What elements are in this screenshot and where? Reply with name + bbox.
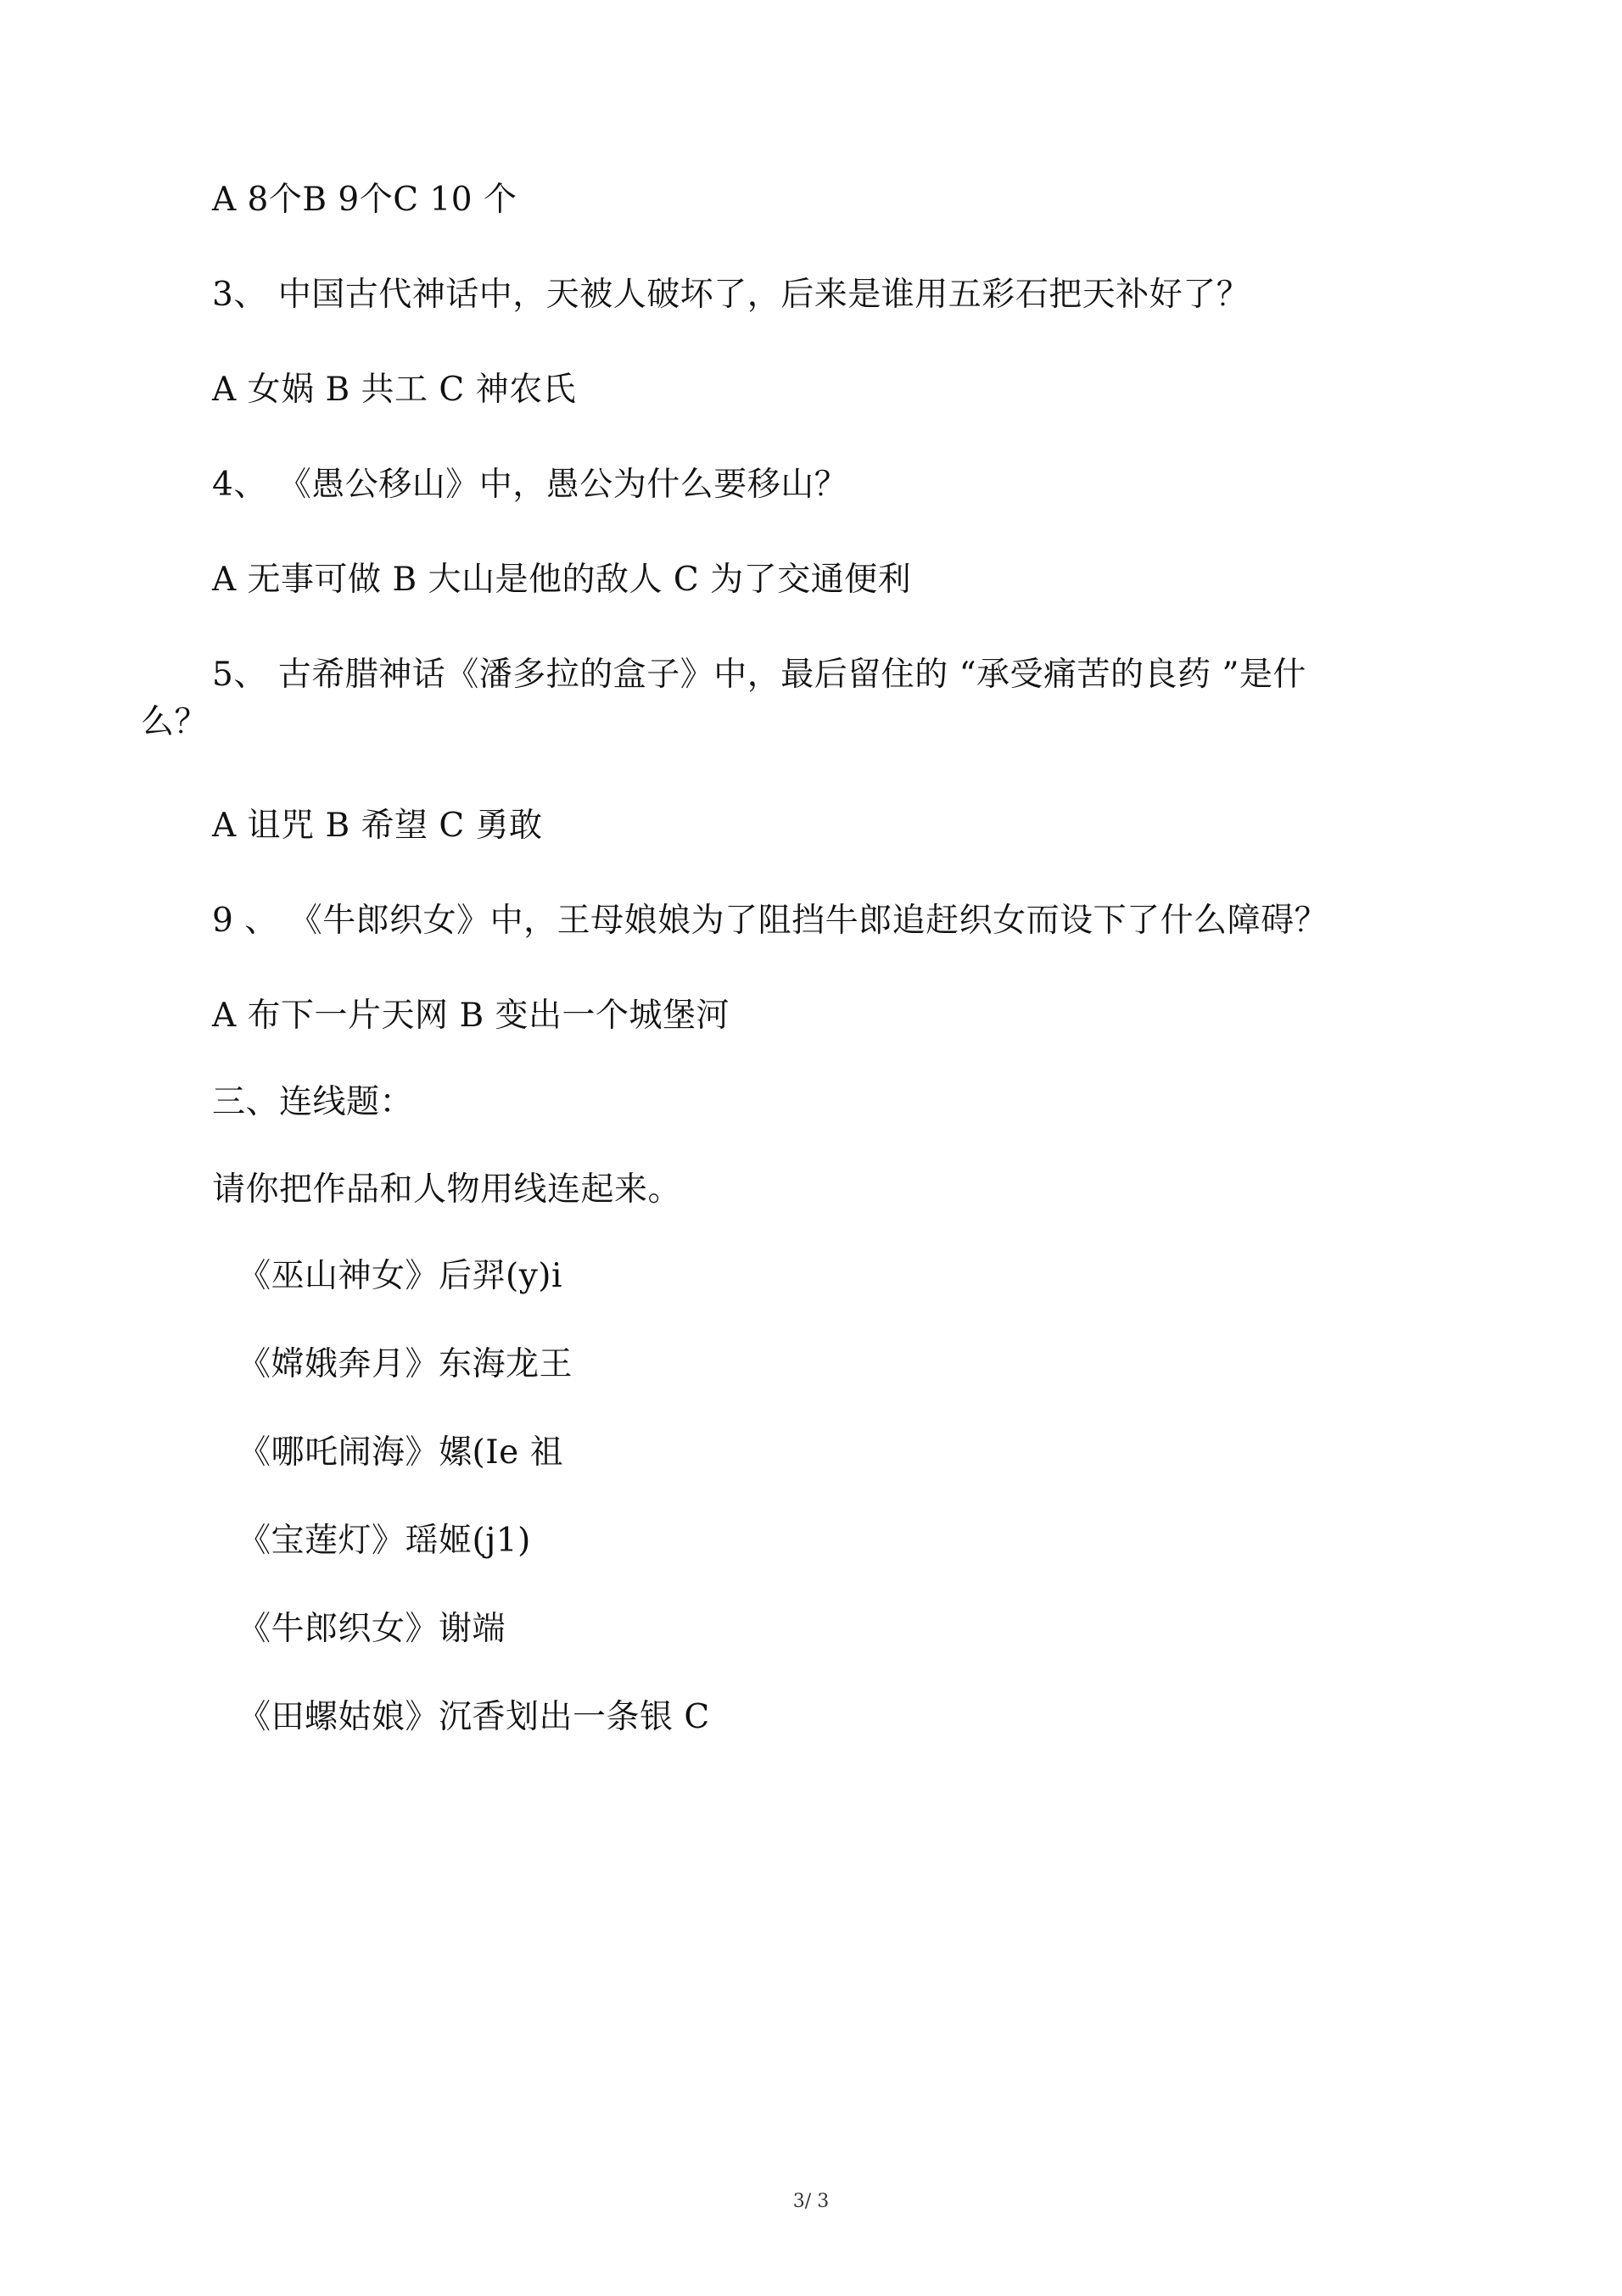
match-item-6: 《田螺姑娘》沉香划出一条银 C — [238, 1698, 710, 1736]
match-item-4: 《宝莲灯》瑶姬(j1) — [238, 1522, 531, 1560]
match-item-1: 《巫山神女》后羿(y)i — [238, 1257, 562, 1295]
match-item-3: 《哪吒闹海》嫘(Ie 祖 — [238, 1433, 564, 1472]
question-9-options: A 布下一片天网 B 变出一个城堡河 — [212, 997, 730, 1035]
question-4: 4、 《愚公移山》中，愚公为什么要移山？ — [212, 466, 848, 504]
page-number: 3/ 3 — [792, 2191, 830, 2212]
match-item-2: 《嫦娥奔月》东海龙王 — [238, 1345, 573, 1383]
question-5-line-2: 么？ — [141, 703, 209, 741]
section-3-instruction: 请你把作品和人物用线连起来。 — [212, 1170, 682, 1209]
question-3: 3、 中国古代神话中，天被人破坏了，后来是谁用五彩石把天补好了？ — [212, 276, 1250, 314]
question-5-line-1: 5、 古希腊神话《潘多拉的盒子》中，最后留住的 “承受痛苦的良药 ”是什 — [212, 656, 1306, 694]
question-9: 9 、 《牛郎织女》中，王母娘娘为了阻挡牛郎追赶织女而设下了什么障碍？ — [212, 902, 1328, 940]
question-3-options: A 女娲 B 共工 C 神农氏 — [212, 371, 577, 409]
section-3-title: 三、连线题： — [212, 1083, 414, 1121]
question-2-options: A 8个B 9个C 10 个 — [212, 181, 517, 219]
question-4-options: A 无事可做 B 大山是他的敌人 C 为了交通便利 — [212, 561, 912, 599]
question-5-options: A 诅咒 B 希望 C 勇敢 — [212, 807, 543, 845]
match-item-5: 《牛郎织女》谢端 — [238, 1610, 506, 1648]
